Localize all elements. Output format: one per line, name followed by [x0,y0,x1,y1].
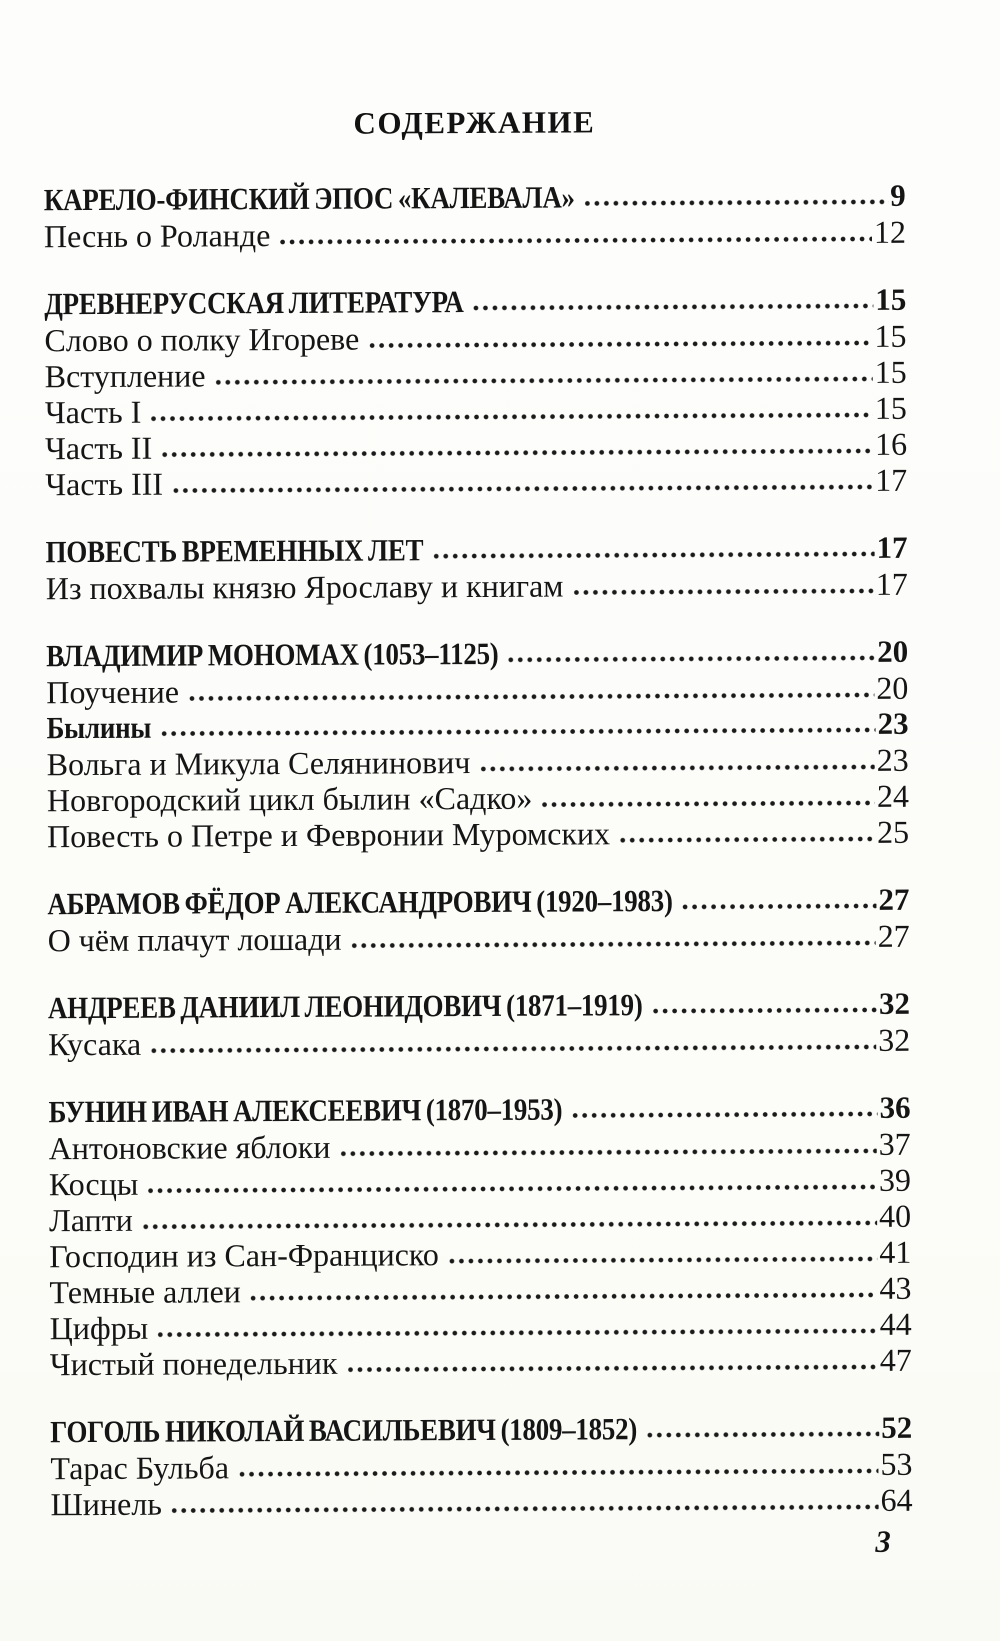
toc-entry [48,918,910,959]
dot-leader [433,550,874,560]
dot-leader [143,1219,877,1231]
toc-entry-label: Шинель [50,1485,162,1523]
toc-entry-label: ВЛАДИМИР МОНОМАХ (1053–1125) [46,635,499,674]
toc-entry [50,1306,912,1347]
dot-leader [173,483,873,495]
toc-entry-page: 53 [880,1445,913,1482]
toc-entry-label: ГОГОЛЬ НИКОЛАЙ ВАСИЛЬЕВИЧ (1809–1852) [50,1411,638,1450]
toc-entry-page: 25 [876,813,910,850]
dot-leader [653,1006,877,1015]
toc-entry-page: 16 [874,425,908,462]
toc-entry [47,882,909,923]
toc-entry [45,354,907,395]
toc-entry [49,1162,911,1203]
toc-entry [44,214,906,255]
toc-entry-label: Повесть о Петре и Февронии Муромских [47,815,611,855]
toc-entry-label: Тарас Бульба [50,1449,230,1487]
toc-entry-label: Поучение [46,673,180,711]
toc-group [48,986,910,1063]
dot-leader [158,1327,878,1339]
toc-group [44,282,907,503]
dot-leader [480,763,874,773]
toc-entry-label: БУНИН ИВАН АЛЕКСЕЕВИЧ (1870–1953) [48,1091,563,1130]
toc-entry-page: 15 [875,281,907,317]
toc-entry [45,426,907,467]
toc-entry-page: 27 [878,881,910,917]
dot-leader [189,691,874,703]
toc-entry-label: Темные аллеи [49,1273,241,1311]
dot-leader [647,1430,879,1439]
dot-leader [352,939,876,950]
toc-entry-label: Чистый понедельник [49,1344,338,1383]
toc-entry-label: Песнь о Роланде [43,217,271,255]
toc-entry-page: 15 [874,317,907,354]
toc-entry-label: ПОВЕСТЬ ВРЕМЕННЫХ ЛЕТ [45,532,424,570]
toc-entry-label: Слово о полку Игореве [44,320,360,359]
toc-group [44,178,906,255]
toc-group [47,882,909,959]
toc-group [46,530,908,607]
toc-entry-page: 15 [874,389,907,426]
toc-entry [49,1126,911,1167]
dot-leader [683,902,877,911]
toc-entry-page: 27 [877,917,910,954]
toc-entry [50,1342,912,1383]
toc-entry-label: Лапти [49,1201,133,1239]
toc-entry [46,634,908,675]
toc-group [46,634,909,855]
toc-entry-label: Косцы [48,1165,139,1203]
dot-leader [172,1503,879,1515]
toc-entry-label: Часть I [44,393,142,431]
toc-entry-page: 24 [876,777,909,814]
toc-entry-label: КАРЕЛО-ФИНСКИЙ ЭПОС «КАЛЕВАЛА» [43,179,575,218]
toc-entry-page: 32 [878,1021,911,1058]
dot-leader [341,1147,877,1158]
dot-leader [369,339,872,350]
toc-entry-page: 20 [876,669,909,706]
toc-entry-page: 37 [878,1125,911,1162]
toc-entry [46,706,908,747]
toc-entry-page: 32 [878,985,911,1021]
toc-entry-page: 17 [875,461,908,498]
toc-entry [44,178,906,219]
toc-entry-page: 64 [880,1481,913,1518]
toc-entry-label: Вступление [44,357,206,395]
dot-leader [151,1043,876,1055]
dot-leader [251,1291,878,1302]
toc-entry-page: 47 [879,1341,912,1378]
dot-leader [449,1255,878,1265]
toc-entry-page: 40 [879,1197,912,1234]
toc-entry [45,462,907,503]
dot-leader [474,302,874,312]
page-content [43,0,913,1564]
toc-entry [49,1270,911,1311]
toc-entry [48,1090,910,1131]
dot-leader [542,799,875,809]
dot-leader [585,198,889,208]
toc-entry [47,814,909,855]
toc-entry-label: АНДРЕЕВ ДАНИИЛ ЛЕОНИДОВИЧ (1871–1919) [47,987,643,1026]
toc-entry [50,1410,912,1451]
toc-entry-page: 43 [879,1269,912,1306]
toc-entry-page: 20 [877,633,909,669]
toc-entry-label: Былины [46,709,152,746]
toc-entry-label: Кусака [48,1025,142,1063]
toc-entry-page: 23 [876,741,909,778]
toc-entry-label: АБРАМОВ ФЁДОР АЛЕКСАНДРОВИЧ (1920–1983) [47,882,673,922]
toc-group [50,1410,913,1523]
toc-entry-page: 12 [873,213,907,250]
toc-entry-page: 17 [875,565,908,602]
toc-entry [45,390,907,431]
toc-entry [46,566,908,607]
toc-entry-label: Цифры [49,1309,149,1347]
toc-entry-page: 41 [879,1233,912,1270]
toc-entry [49,1234,911,1275]
toc-entry [49,1198,911,1239]
toc-entry-label: Новгородский цикл былин «Садко» [46,779,533,819]
toc-entry [44,282,906,323]
toc-entry-label: Часть II [44,429,153,467]
toc-list [44,178,913,1522]
dot-leader [161,726,875,738]
toc-entry-label: Из похвалы князю Ярославу и книгам [45,567,564,607]
dot-leader [280,235,872,246]
toc-entry [46,530,908,571]
dot-leader [162,447,873,459]
dot-leader [239,1467,878,1478]
dot-leader [151,411,873,423]
toc-entry-label: О чём плачут лошади [47,920,342,959]
dot-leader [148,1183,877,1195]
toc-entry-label: ДРЕВНЕРУССКАЯ ЛИТЕРАТУРА [44,284,464,322]
dot-leader [216,375,873,386]
toc-entry-page: 39 [878,1161,912,1198]
toc-entry [50,1446,912,1487]
toc-entry-label: Вольга и Микула Селянинович [46,744,471,783]
toc-entry-label: Господин из Сан-Франциско [49,1236,439,1275]
toc-entry-page: 44 [879,1305,912,1342]
toc-entry-page: 52 [881,1409,913,1445]
toc-entry-page: 23 [877,705,909,741]
toc-group [48,1090,911,1383]
dot-leader [620,835,875,844]
toc-entry-page: 36 [879,1089,911,1125]
page-number: 3 [875,1523,891,1559]
toc-entry-page: 15 [874,353,907,390]
toc-entry-label: Часть III [45,465,164,503]
dot-leader [573,587,873,597]
toc-entry [44,318,906,359]
dot-leader [347,1363,877,1374]
toc-entry [47,742,909,783]
page-title: СОДЕРЖАНИЕ [353,104,596,141]
toc-entry-label: Антоновские яблоки [48,1128,331,1167]
dot-leader [572,1110,877,1120]
toc-entry [51,1482,913,1523]
toc-entry-page: 17 [876,529,908,565]
toc-entry [48,986,910,1027]
toc-entry [48,1022,910,1063]
dot-leader [508,654,875,664]
toc-entry-page: 9 [890,177,906,213]
toc-entry [47,778,909,819]
toc-entry [46,670,908,711]
